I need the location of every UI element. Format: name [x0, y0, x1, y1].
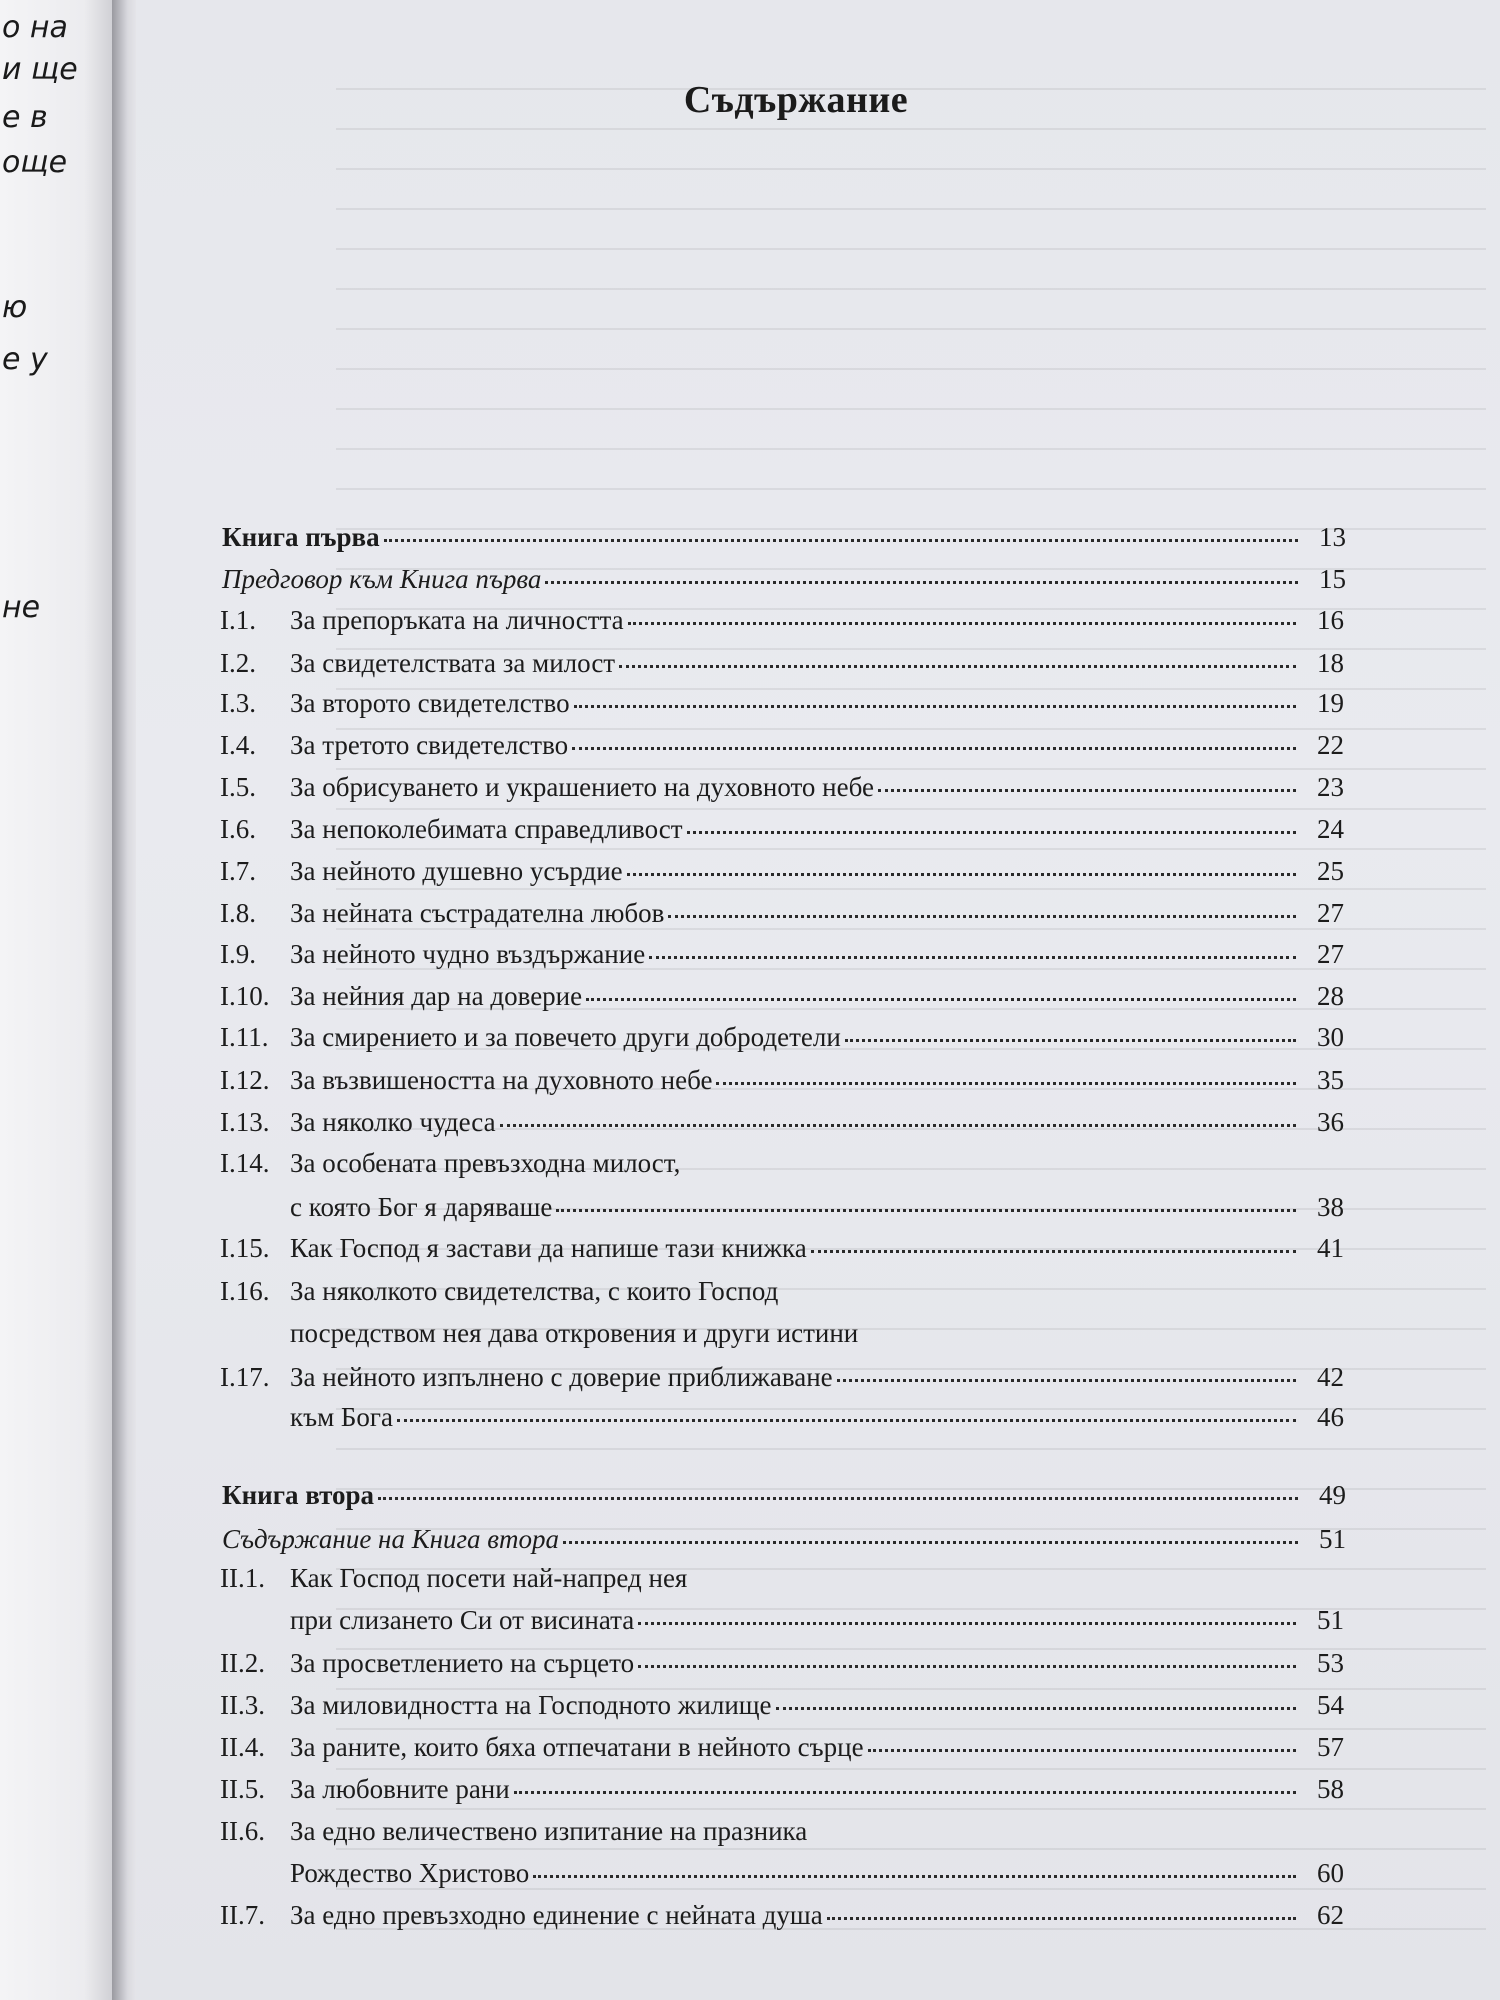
book-gutter	[112, 0, 138, 2000]
toc-page-number: 18	[1317, 648, 1344, 678]
left-page-text: е в	[2, 100, 48, 135]
toc-entry-number: II.5.	[220, 1774, 265, 1804]
toc-entry	[220, 1563, 687, 1594]
toc-entry-title: За възвишеността на духовното небе	[290, 1065, 713, 1095]
toc-entry	[220, 1276, 778, 1307]
toc-page-number: 60	[1317, 1858, 1344, 1888]
toc-entry	[220, 1107, 1344, 1138]
toc-entry	[220, 1690, 1344, 1721]
toc-page-number: 22	[1317, 730, 1344, 760]
toc-page-number: 42	[1317, 1362, 1344, 1392]
toc-entry	[220, 981, 1344, 1012]
toc-entry-title: За нейния дар на доверие	[290, 981, 583, 1011]
toc-entry-number: I.9.	[220, 939, 256, 969]
toc-entry-title: За особената превъзходна милост,	[290, 1148, 681, 1178]
toc-entry	[222, 522, 1346, 553]
toc-entry-number: I.4.	[220, 730, 256, 760]
dot-leader	[378, 1497, 1298, 1500]
toc-page-number: 51	[1317, 1605, 1344, 1635]
toc-entry-title: За нейното душевно усърдие	[290, 856, 623, 886]
toc-entry	[220, 939, 1344, 970]
toc-entry-number: I.7.	[220, 856, 256, 886]
toc-entry-title: За второто свидетелство	[290, 688, 570, 718]
toc-entry-number: II.4.	[220, 1732, 265, 1762]
toc-page-number: 54	[1317, 1690, 1344, 1720]
dot-leader	[556, 1209, 1296, 1212]
toc-page-number: 49	[1319, 1480, 1346, 1510]
toc-entry	[220, 772, 1344, 803]
dot-leader	[586, 998, 1296, 1001]
toc-entry	[220, 856, 1344, 887]
toc-entry-number: I.10.	[220, 981, 270, 1011]
toc-entry	[220, 1362, 1344, 1393]
toc-entry-title: За непоколебимата справедливост	[290, 814, 683, 844]
toc-entry-number: I.11.	[220, 1022, 269, 1052]
toc-entry	[222, 564, 1346, 595]
toc-page-number: 53	[1317, 1648, 1344, 1678]
toc-page-number: 46	[1317, 1402, 1344, 1432]
toc-entry	[220, 688, 1344, 719]
toc-entry-title: Как Господ я застави да напише тази книжка	[290, 1233, 807, 1263]
toc-page-number: 57	[1317, 1732, 1344, 1762]
toc-entry-number: I.3.	[220, 688, 256, 718]
toc-entry-number: I.2.	[220, 648, 256, 678]
toc-page-number: 27	[1317, 939, 1344, 969]
dot-leader	[776, 1707, 1296, 1710]
toc-entry	[220, 730, 1344, 761]
toc-entry	[220, 1318, 858, 1349]
toc-entry-number: I.12.	[220, 1065, 270, 1095]
toc-entry-title: Книга първа	[222, 522, 380, 552]
toc-entry	[220, 1732, 1344, 1763]
toc-entry-number: I.15.	[220, 1233, 270, 1263]
toc-entry-title: За няколкото свидетелства, с които Господ	[290, 1276, 779, 1306]
toc-entry-title: Как Господ посети най-напред нея	[290, 1563, 688, 1593]
toc-page-number: 13	[1319, 522, 1346, 552]
toc-entry	[220, 1022, 1344, 1053]
toc-entry-title: За любовните рани	[290, 1774, 510, 1804]
toc-page-number: 15	[1319, 564, 1346, 594]
dot-leader	[811, 1250, 1296, 1253]
toc-entry-title: Рождество Христово	[290, 1858, 530, 1888]
toc-page-number: 28	[1317, 981, 1344, 1011]
toc-entry-title: с която Бог я даряваше	[290, 1192, 553, 1222]
toc-page-number: 51	[1319, 1524, 1346, 1554]
left-page-edge	[0, 0, 120, 2000]
page-title: Съдържание	[683, 79, 909, 121]
toc-entry	[222, 1480, 1346, 1511]
toc-entry-number: I.1.	[220, 605, 256, 635]
table-of-contents	[136, 0, 1500, 2000]
dot-leader	[533, 1875, 1296, 1878]
toc-entry-title: За миловидността на Господното жилище	[290, 1690, 772, 1720]
toc-entry-number: I.8.	[220, 898, 256, 928]
toc-entry-title: За нейното изпълнено с доверие приближаване	[290, 1362, 833, 1392]
toc-page-number: 30	[1317, 1022, 1344, 1052]
toc-entry	[220, 1192, 1344, 1223]
dot-leader	[500, 1124, 1296, 1127]
toc-entry	[220, 1900, 1344, 1931]
toc-entry-title: Предговор към Книга първа	[222, 564, 542, 594]
toc-entry-title: За просветлението на сърцето	[290, 1648, 635, 1678]
dot-leader	[514, 1791, 1296, 1794]
dot-leader	[827, 1917, 1296, 1920]
dot-leader	[545, 581, 1298, 584]
toc-entry-title: към Бога	[290, 1402, 393, 1432]
dot-leader	[638, 1622, 1296, 1625]
dot-leader	[619, 665, 1296, 668]
toc-entry	[220, 1065, 1344, 1096]
toc-entry-title: при слизането Си от висината	[290, 1605, 635, 1635]
toc-entry-number: II.1.	[220, 1563, 265, 1593]
dot-leader	[397, 1419, 1296, 1422]
toc-entry	[220, 814, 1344, 845]
left-page-text: не	[2, 590, 41, 625]
book-page	[136, 0, 1500, 2000]
dot-leader	[627, 873, 1296, 876]
toc-entry-title: За нейната състрадателна любов	[290, 898, 665, 928]
toc-entry-title: За няколко чудеса	[290, 1107, 496, 1137]
toc-entry-number: I.14.	[220, 1148, 270, 1178]
dot-leader	[837, 1379, 1296, 1382]
dot-leader	[638, 1665, 1296, 1668]
toc-entry-title: За нейното чудно въздържание	[290, 939, 646, 969]
toc-entry	[220, 605, 1344, 636]
toc-page-number: 19	[1317, 688, 1344, 718]
toc-entry	[220, 1148, 680, 1179]
toc-entry-number: II.6.	[220, 1816, 265, 1846]
toc-entry-title: Книга втора	[222, 1480, 375, 1510]
toc-entry-number: II.7.	[220, 1900, 265, 1930]
dot-leader	[845, 1039, 1296, 1042]
toc-entry-title: За третото свидетелство	[290, 730, 569, 760]
toc-page-number: 58	[1317, 1774, 1344, 1804]
toc-entry-number: I.6.	[220, 814, 256, 844]
left-page-text: ю	[2, 290, 28, 325]
toc-page-number: 25	[1317, 856, 1344, 886]
toc-entry-title: За раните, които бяха отпечатани в нейното сърце	[290, 1732, 864, 1762]
toc-entry	[220, 898, 1344, 929]
dot-leader	[384, 539, 1298, 542]
toc-entry-number: II.3.	[220, 1690, 265, 1720]
left-page-text: о на	[2, 10, 68, 45]
toc-entry-title: За смирението и за повечето други добродетели	[290, 1022, 841, 1052]
toc-entry-title: За обрисуването и украшението на духовното небе	[290, 772, 874, 802]
toc-entry-title: За едно превъзходно единение с нейната душа	[290, 1900, 823, 1930]
toc-entry	[220, 1648, 1344, 1679]
toc-page-number: 23	[1317, 772, 1344, 802]
left-page-text: още	[2, 145, 68, 180]
toc-page-number: 27	[1317, 898, 1344, 928]
toc-entry-number: II.2.	[220, 1648, 265, 1678]
toc-entry	[220, 1816, 807, 1847]
toc-entry-title: За свидетелствата за милост	[290, 648, 616, 678]
dot-leader	[563, 1541, 1298, 1544]
toc-page-number: 62	[1317, 1900, 1344, 1930]
dot-leader	[668, 915, 1296, 918]
toc-entry	[220, 1605, 1344, 1636]
dot-leader	[878, 789, 1296, 792]
dot-leader	[572, 747, 1296, 750]
toc-entry	[222, 1524, 1346, 1555]
toc-entry-title: Съдържание на Книга втора	[222, 1524, 560, 1554]
dot-leader	[649, 956, 1296, 959]
toc-page-number: 36	[1317, 1107, 1344, 1137]
toc-entry-title: За едно величествено изпитание на празника	[290, 1816, 808, 1846]
toc-entry	[220, 1858, 1344, 1889]
left-page-text: и ще	[2, 52, 78, 87]
toc-page-number: 38	[1317, 1192, 1344, 1222]
toc-page-number: 41	[1317, 1233, 1344, 1263]
toc-page-number: 35	[1317, 1065, 1344, 1095]
toc-entry-number: I.16.	[220, 1276, 270, 1306]
toc-entry-number: I.13.	[220, 1107, 270, 1137]
dot-leader	[868, 1749, 1296, 1752]
dot-leader	[716, 1082, 1296, 1085]
toc-entry-title: посредством нея дава откровения и други истини	[290, 1318, 859, 1348]
dot-leader	[628, 622, 1296, 625]
toc-page-number: 24	[1317, 814, 1344, 844]
toc-entry	[220, 648, 1344, 679]
dot-leader	[574, 705, 1296, 708]
toc-entry-number: I.5.	[220, 772, 256, 802]
toc-entry-title: За препоръката на личността	[290, 605, 624, 635]
toc-page-number: 16	[1317, 605, 1344, 635]
toc-entry	[220, 1402, 1344, 1433]
left-page-text: е у	[2, 342, 48, 377]
dot-leader	[687, 831, 1296, 834]
toc-entry	[220, 1233, 1344, 1264]
toc-entry	[220, 1774, 1344, 1805]
toc-entry-number: I.17.	[220, 1362, 270, 1392]
